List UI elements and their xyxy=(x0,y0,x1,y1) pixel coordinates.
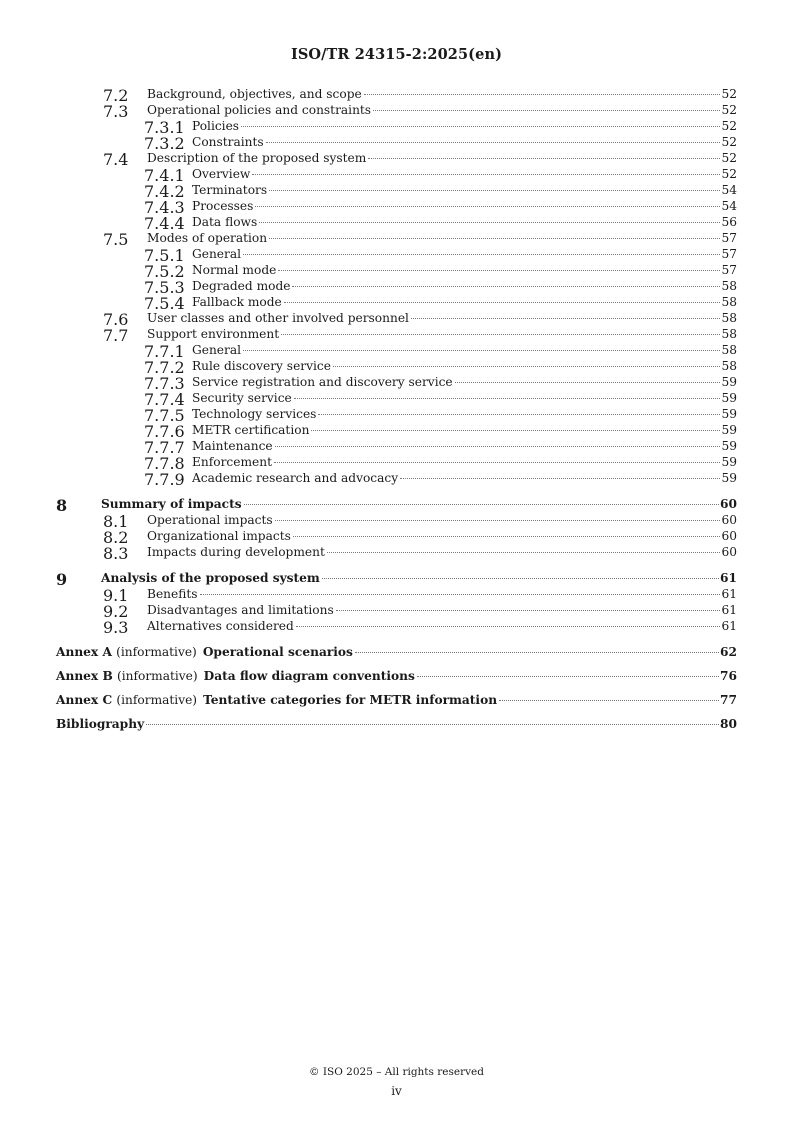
leader-dots xyxy=(269,190,720,191)
toc-entry-page: 56 xyxy=(721,215,737,229)
toc-entry-number: 7.7.3 xyxy=(144,374,185,393)
toc-entry[interactable] xyxy=(147,528,737,544)
leader-dots xyxy=(333,366,721,367)
toc-entry-number: 8.2 xyxy=(103,528,129,547)
toc-entry-number: 9.1 xyxy=(103,586,129,605)
toc-entry-title: Maintenance xyxy=(192,439,273,453)
toc-entry-page: 80 xyxy=(720,717,737,731)
toc-entry-page: 59 xyxy=(721,471,737,485)
toc-entry[interactable] xyxy=(56,668,737,684)
leader-dots xyxy=(411,318,721,319)
toc-entry-title: Fallback mode xyxy=(192,295,282,309)
toc-entry[interactable] xyxy=(192,470,737,486)
toc-entry-page: 76 xyxy=(720,669,737,683)
toc-entry-number: 7.7.6 xyxy=(144,422,185,441)
toc-entry-title: Security service xyxy=(192,391,292,405)
toc-entry-number: 7.4.4 xyxy=(144,214,185,233)
toc-entry[interactable] xyxy=(192,406,737,422)
toc-entry-number: 7.4.3 xyxy=(144,198,185,217)
toc-entry-number: 7.7.8 xyxy=(144,454,185,473)
toc-entry-title: Operational impacts xyxy=(147,513,273,527)
toc-entry[interactable] xyxy=(147,618,737,634)
toc-entry-title: Disadvantages and limitations xyxy=(147,603,334,617)
leader-dots xyxy=(292,286,720,287)
toc-entry-number: 7.3 xyxy=(103,102,129,121)
toc-entry-title: Processes xyxy=(192,199,254,213)
toc-entry-title: Constraints xyxy=(192,135,264,149)
leader-dots xyxy=(336,610,721,611)
toc-entry[interactable] xyxy=(192,278,737,294)
toc-entry-title: Operational scenarios xyxy=(202,645,353,659)
toc-entry-page: 57 xyxy=(721,231,737,245)
annex-title xyxy=(56,644,353,660)
toc-entry-title: Description of the proposed system xyxy=(147,151,367,165)
leader-dots xyxy=(266,142,721,143)
toc-entry-title: Background, objectives, and scope xyxy=(147,87,362,101)
toc-entry[interactable] xyxy=(56,692,737,708)
toc-entry-number: 7.6 xyxy=(103,310,129,329)
toc-entry[interactable] xyxy=(56,644,737,660)
toc-entry-page: 59 xyxy=(721,439,737,453)
annex-label: Annex A xyxy=(56,645,112,659)
toc-entry-page: 58 xyxy=(721,343,737,357)
document-header: ISO/TR 24315-2:2025(en) xyxy=(290,46,503,63)
toc-entry[interactable] xyxy=(192,454,737,470)
toc-entry-number: 9.2 xyxy=(103,602,129,621)
leader-dots xyxy=(499,700,719,701)
leader-dots xyxy=(284,302,721,303)
leader-dots xyxy=(200,594,721,595)
leader-dots xyxy=(318,414,720,415)
toc-entry-title: Benefits xyxy=(147,587,198,601)
toc-entry-page: 60 xyxy=(721,545,737,559)
toc-entry-title: Summary of impacts xyxy=(101,497,242,511)
toc-entry-title: Organizational impacts xyxy=(147,529,291,543)
toc-entry-number: 7.4.1 xyxy=(144,166,185,185)
toc-entry[interactable] xyxy=(192,182,737,198)
toc-entry[interactable] xyxy=(192,390,737,406)
toc-entry-number: 7.5.1 xyxy=(144,246,185,265)
toc-entry-page: 59 xyxy=(721,375,737,389)
toc-entry-number: 7.3.1 xyxy=(144,118,185,137)
toc-entry-page: 54 xyxy=(721,199,737,213)
toc-entry-page: 61 xyxy=(721,619,737,633)
toc-entry-number: 7.5 xyxy=(103,230,129,249)
toc-entry[interactable] xyxy=(147,602,737,618)
toc-entry-page: 58 xyxy=(721,327,737,341)
toc-entry-page: 61 xyxy=(721,603,737,617)
leader-dots xyxy=(252,174,720,175)
toc-entry[interactable] xyxy=(192,342,737,358)
toc-entry-page: 57 xyxy=(721,263,737,277)
toc-entry-number: 7.7 xyxy=(103,326,129,345)
toc-entry-number: 7.7.9 xyxy=(144,470,185,489)
toc-entry-number: 7.5.3 xyxy=(144,278,185,297)
toc-entry-page: 58 xyxy=(721,359,737,373)
toc-entry[interactable] xyxy=(147,230,737,246)
toc-entry[interactable] xyxy=(147,102,737,118)
leader-dots xyxy=(269,238,720,239)
toc-entry-title: Support environment xyxy=(147,327,280,341)
toc-entry-page: 52 xyxy=(721,119,737,133)
toc-entry-page: 60 xyxy=(721,513,737,527)
toc-entry-page: 59 xyxy=(721,407,737,421)
leader-dots xyxy=(327,552,721,553)
annex-title xyxy=(56,692,497,708)
toc-entry-title: Technology services xyxy=(192,407,317,421)
toc-entry-number: 7.2 xyxy=(103,86,129,105)
toc-entry[interactable] xyxy=(192,374,737,390)
toc-entry-page: 52 xyxy=(721,103,737,117)
toc-entry[interactable] xyxy=(101,496,737,512)
toc-entry-number: 7.7.1 xyxy=(144,342,185,361)
toc-entry[interactable] xyxy=(56,716,737,732)
leader-dots xyxy=(355,652,719,653)
toc-entry-title: Normal mode xyxy=(192,263,277,277)
toc-entry-number: 7.7.5 xyxy=(144,406,185,425)
footer-page-number: iv xyxy=(391,1084,402,1098)
toc-entry-title: Analysis of the proposed system xyxy=(101,571,320,585)
toc-entry-page: 52 xyxy=(721,151,737,165)
toc-entry-number: 7.3.2 xyxy=(144,134,185,153)
toc-entry[interactable] xyxy=(147,326,737,342)
annex-note: (informative) xyxy=(117,669,198,683)
toc-entry-title: General xyxy=(192,343,241,357)
toc-entry[interactable] xyxy=(192,166,737,182)
toc-entry[interactable] xyxy=(147,512,737,528)
toc-entry-title: Overview xyxy=(192,167,251,181)
toc-entry-number: 8.3 xyxy=(103,544,129,563)
toc-entry-title: Service registration and discovery service xyxy=(192,375,453,389)
toc-entry-page: 52 xyxy=(721,135,737,149)
leader-dots xyxy=(244,504,719,505)
toc-entry-title: Operational policies and constraints xyxy=(147,103,372,117)
leader-dots xyxy=(275,446,721,447)
toc-entry-title: Academic research and advocacy xyxy=(192,471,399,485)
toc-entry[interactable] xyxy=(147,544,737,560)
toc-entry-page: 59 xyxy=(721,423,737,437)
leader-dots xyxy=(146,724,719,725)
toc-entry-title: User classes and other involved personnel xyxy=(147,311,409,325)
leader-dots xyxy=(400,478,720,479)
annex-title xyxy=(56,668,415,684)
toc-entry-title: Enforcement xyxy=(192,455,272,469)
leader-dots xyxy=(241,126,720,127)
leader-dots xyxy=(243,254,720,255)
toc-entry-title: Modes of operation xyxy=(147,231,268,245)
toc-entry[interactable] xyxy=(192,422,737,438)
leader-dots xyxy=(373,110,720,111)
toc-entry-page: 61 xyxy=(721,587,737,601)
toc-entry-page: 60 xyxy=(720,497,737,511)
toc-entry[interactable] xyxy=(192,134,737,150)
toc-entry[interactable] xyxy=(192,262,737,278)
leader-dots xyxy=(274,462,721,463)
annex-label: Annex B xyxy=(56,669,113,683)
leader-dots xyxy=(275,520,721,521)
leader-dots xyxy=(281,334,720,335)
annex-label: Annex C xyxy=(56,693,113,707)
toc-entry[interactable] xyxy=(192,438,737,454)
leader-dots xyxy=(296,626,721,627)
toc-entry-number: 7.4 xyxy=(103,150,129,169)
toc-entry[interactable] xyxy=(192,198,737,214)
leader-dots xyxy=(278,270,720,271)
toc-entry[interactable] xyxy=(192,358,737,374)
toc-entry-number: 7.5.4 xyxy=(144,294,185,313)
toc-entry-number: 7.5.2 xyxy=(144,262,185,281)
toc-entry-page: 54 xyxy=(721,183,737,197)
toc-entry-number: 9.3 xyxy=(103,618,129,637)
toc-entry-title: Data flows xyxy=(192,215,258,229)
toc-entry-page: 52 xyxy=(721,87,737,101)
toc-entry-number: 8.1 xyxy=(103,512,129,531)
toc-entry-title: General xyxy=(192,247,241,261)
toc-entry-page: 57 xyxy=(721,247,737,261)
toc-entry-title: Policies xyxy=(192,119,240,133)
toc-entry-number: 7.7.4 xyxy=(144,390,185,409)
toc-entry-title: Impacts during development xyxy=(147,545,325,559)
toc-entry-page: 62 xyxy=(720,645,737,659)
toc-entry[interactable] xyxy=(192,118,737,134)
toc-entry-page: 58 xyxy=(721,311,737,325)
leader-dots xyxy=(259,222,720,223)
toc-entry-title: Terminators xyxy=(192,183,268,197)
toc-entry-title: Degraded mode xyxy=(192,279,291,293)
leader-dots xyxy=(294,398,721,399)
leader-dots xyxy=(368,158,720,159)
leader-dots xyxy=(243,350,720,351)
leader-dots xyxy=(322,578,719,579)
toc-entry-page: 61 xyxy=(720,571,737,585)
toc-entry-title: METR certification xyxy=(192,423,310,437)
leader-dots xyxy=(364,94,721,95)
footer-copyright: © ISO 2025 – All rights reserved xyxy=(309,1066,484,1078)
toc-entry[interactable] xyxy=(147,586,737,602)
toc-entry-number: 8 xyxy=(56,496,68,515)
leader-dots xyxy=(255,206,720,207)
toc-entry[interactable] xyxy=(147,86,737,102)
toc-entry-title: Tentative categories for METR information xyxy=(203,693,498,707)
toc-entry-title: Alternatives considered xyxy=(147,619,294,633)
toc-entry-page: 59 xyxy=(721,391,737,405)
leader-dots xyxy=(455,382,721,383)
annex-note: (informative) xyxy=(116,693,198,707)
toc-entry-page: 52 xyxy=(721,167,737,181)
toc-entry-title: Bibliography xyxy=(56,717,145,731)
leader-dots xyxy=(311,430,720,431)
toc-entry-number: 9 xyxy=(56,570,68,589)
leader-dots xyxy=(417,676,719,677)
toc-entry-page: 58 xyxy=(721,295,737,309)
toc-entry-number: 7.7.2 xyxy=(144,358,185,377)
toc-entry[interactable] xyxy=(147,310,737,326)
annex-note: (informative) xyxy=(116,645,197,659)
toc-entry-title: Rule discovery service xyxy=(192,359,331,373)
toc-entry-number: 7.7.7 xyxy=(144,438,185,457)
toc-entry-page: 59 xyxy=(721,455,737,469)
toc-entry-page: 58 xyxy=(721,279,737,293)
toc-entry[interactable] xyxy=(192,246,737,262)
toc-entry-page: 60 xyxy=(721,529,737,543)
toc-entry[interactable] xyxy=(101,570,737,586)
toc-entry[interactable] xyxy=(192,294,737,310)
toc-entry[interactable] xyxy=(147,150,737,166)
toc-entry[interactable] xyxy=(192,214,737,230)
toc-entry-number: 7.4.2 xyxy=(144,182,185,201)
toc-entry-title: Data flow diagram conventions xyxy=(203,669,415,683)
toc-entry-page: 77 xyxy=(720,693,737,707)
leader-dots xyxy=(293,536,721,537)
